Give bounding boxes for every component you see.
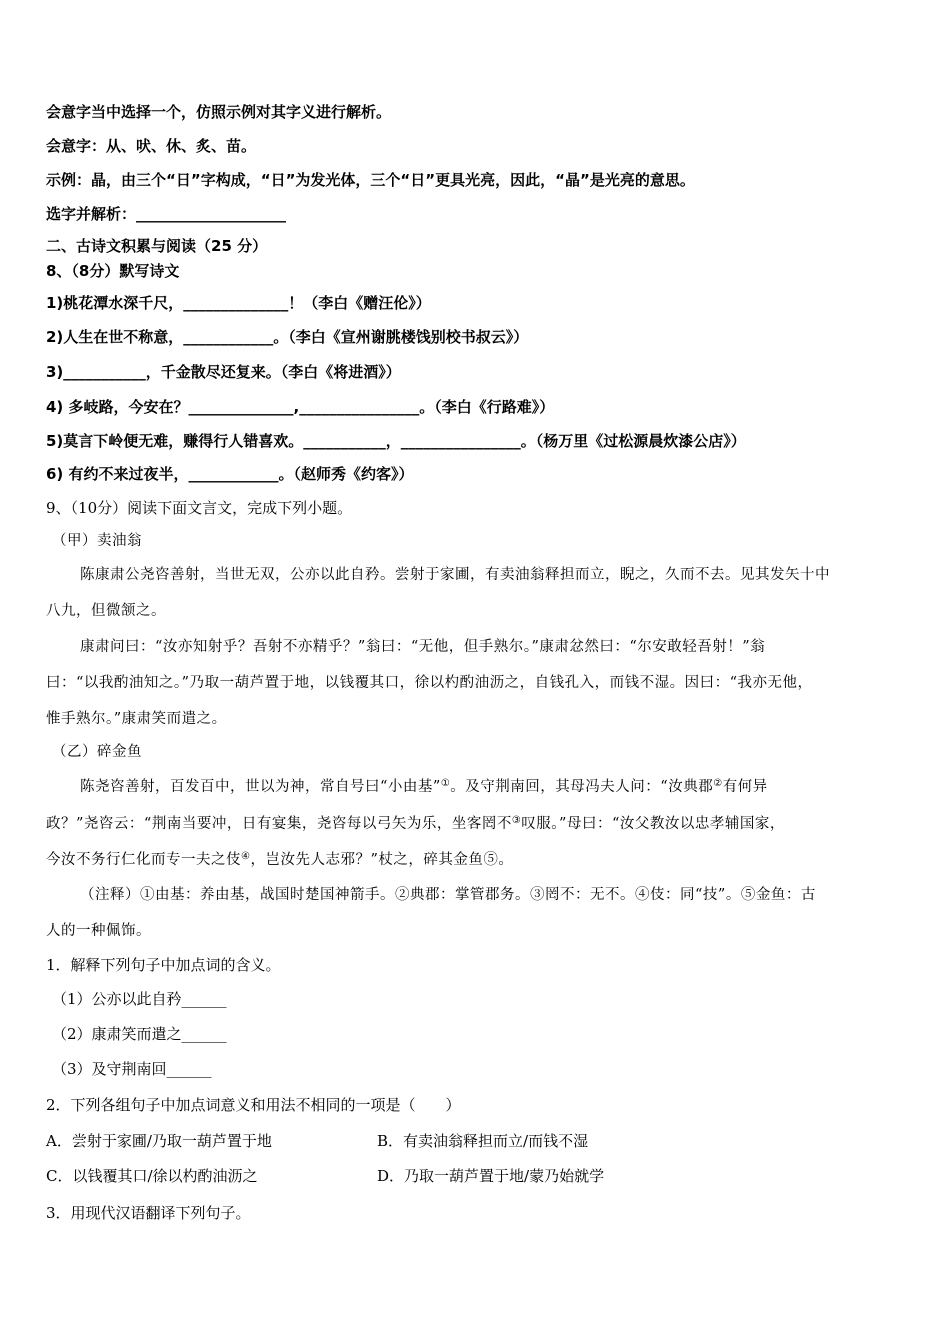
poem-item-6: 6) 有约不来过夜半，____________。（赵师秀《约客》） xyxy=(46,465,414,483)
subquestion-1: 1．解释下列句子中加点词的含义。 xyxy=(46,956,281,974)
option-d: D．乃取一葫芦置于地/蒙乃始就学 xyxy=(377,1167,605,1185)
subquestion-1-item: （3）及守荆南回______ xyxy=(52,1060,212,1078)
subquestion-2: 2．下列各组句子中加点词意义和用法不相同的一项是（ ） xyxy=(46,1096,461,1114)
poem-item-4: 4) 多岐路，今安在？______________,________________。（李白《行路难》） xyxy=(46,398,555,416)
passage-jia-line: 惟手熟尔。”康肃笑而遣之。 xyxy=(46,711,227,727)
huiyi-chars-line: 会意字：从、吠、休、炙、苗。 xyxy=(46,137,257,155)
question-8-title: 8、（8分）默写诗文 xyxy=(46,262,180,280)
passage-yi-title: （乙）碎金鱼 xyxy=(52,744,142,760)
example-line: 示例：晶，由三个“日”字构成，“日”为发光体，三个“日”更具光亮，因此，“晶”是光亮的意思。 xyxy=(46,171,695,189)
options-row xyxy=(46,1166,906,1186)
passage-jia-title: （甲）卖油翁 xyxy=(52,533,142,549)
footnote-marker: ① xyxy=(440,778,451,789)
passage-yi-line: 陈尧咨善射，百发百中，世以为神，常自号曰“小由基”①。及守荆南回，其母冯夫人问：“汝典郡②有何异 xyxy=(80,778,768,795)
passage-yi-line: 今汝不务行仁化而专一夫之伎④，岂汝先人志邪？”杖之，碎其金鱼⑤。 xyxy=(46,851,514,868)
passage-jia-line: 陈康肃公尧咨善射，当世无双，公亦以此自矜。尝射于家圃，有卖油翁释担而立，睨之，久而不去。见其发矢十中 xyxy=(80,567,830,583)
option-c: C．以钱覆其口/徐以杓酌油沥之 xyxy=(46,1167,258,1185)
poem-item-5: 5)莫言下岭便无难，赚得行人错喜欢。___________，________________。（杨万里《过松源晨炊漆公店》） xyxy=(46,432,746,450)
option-b: B．有卖油翁释担而立/而钱不湿 xyxy=(377,1132,589,1150)
answer-blank-line: 选字并解析：____________________ xyxy=(46,205,287,223)
annotation-line: （注释）①由基：养由基，战国时楚国神箭手。②典郡：掌管郡务。③罔不：无不。④伎：同“技”。⑤金鱼：古 xyxy=(80,887,816,903)
passage-jia-line: 曰：“以我酌油知之。”乃取一葫芦置于地，以钱覆其口，徐以杓酌油沥之，自钱孔入，而钱不湿。因曰：“我亦无他， xyxy=(46,675,813,691)
passage-yi-line: 政？”尧咨云：“荆南当要冲，日有宴集，尧咨每以弓矢为乐，坐客罔不③叹服。”母曰：“汝父教汝以忠孝辅国家， xyxy=(46,815,785,832)
instruction-line: 会意字当中选择一个，仿照示例对其字义进行解析。 xyxy=(46,103,392,121)
option-a: A．尝射于家圃/乃取一葫芦置于地 xyxy=(46,1132,272,1150)
poem-item-3: 3)___________，千金散尽还复来。（李白《将进酒》） xyxy=(46,363,401,381)
passage-jia-line: 康肃问曰：“汝亦知射乎？吾射不亦精乎？”翁曰：“无他，但手熟尔。”康肃忿然曰：“尔安敢轻吾射！”翁 xyxy=(80,639,766,655)
footnote-marker: ② xyxy=(713,778,723,789)
options-row xyxy=(46,1131,906,1151)
subquestion-1-item: （2）康肃笑而遣之______ xyxy=(52,1025,227,1043)
passage-jia-line: 八九，但微颔之。 xyxy=(46,603,166,619)
poem-item-2: 2)人生在世不称意，____________。（李白《宣州谢朓楼饯别校书叔云》） xyxy=(46,328,529,346)
footnote-marker: ③ xyxy=(511,815,522,826)
subquestion-3: 3．用现代汉语翻译下列句子。 xyxy=(46,1204,251,1222)
footnote-marker: ④ xyxy=(241,851,251,862)
section-heading: 二、古诗文积累与阅读（25 分） xyxy=(46,237,268,255)
question-9-title: 9、（10分）阅读下面文言文，完成下列小题。 xyxy=(46,499,353,517)
subquestion-1-item: （1）公亦以此自矜______ xyxy=(52,990,227,1008)
poem-item-1: 1)桃花潭水深千尺，______________！（李白《赠汪伦》） xyxy=(46,294,431,312)
annotation-line: 人的一种佩饰。 xyxy=(46,923,151,939)
